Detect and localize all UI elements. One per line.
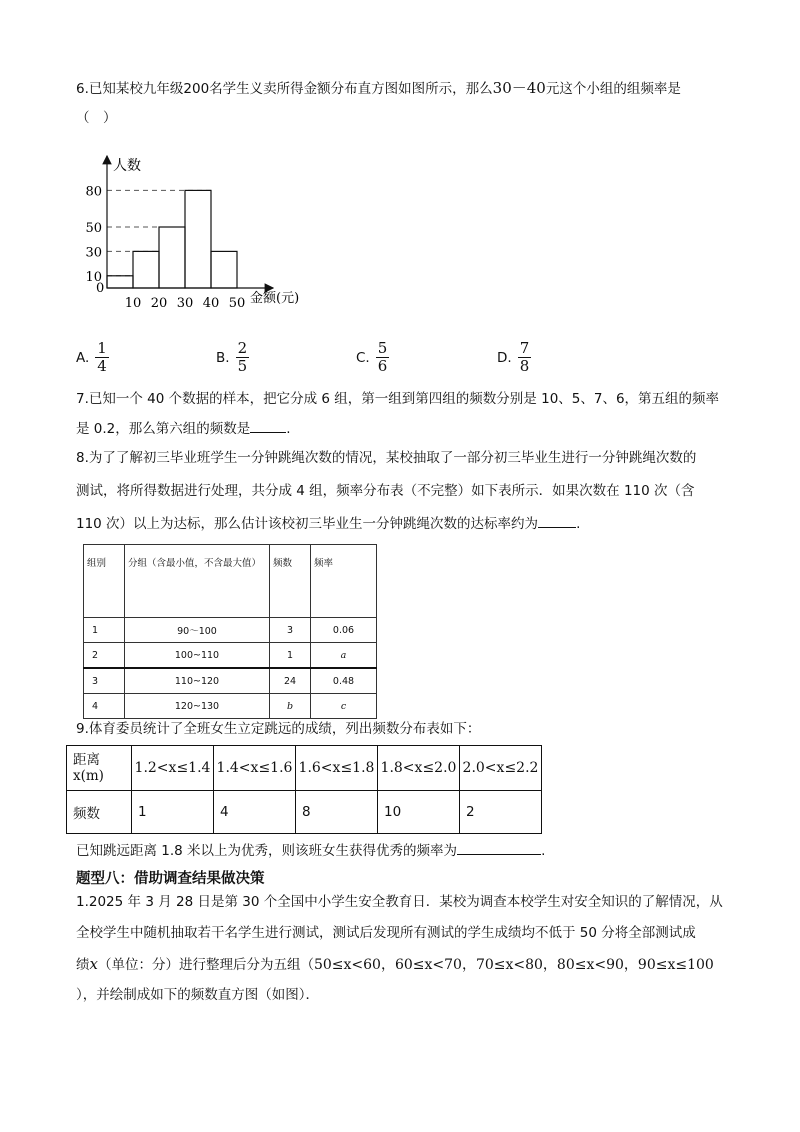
header-frequency: 频数 [67, 791, 132, 834]
interval-cell: 2.0<x≤2.2 [460, 746, 542, 791]
q7-line2 [76, 418, 291, 439]
option-c-numerator: 5 [377, 339, 388, 357]
histogram-bar [107, 276, 133, 288]
cell: b [270, 694, 311, 719]
option-a-label: A. [76, 349, 90, 366]
freq-cell: 4 [214, 791, 296, 834]
q6-option-c[interactable] [356, 340, 389, 375]
q9-frequency-table [66, 745, 542, 834]
q9-stem: 9.体育委员统计了全班女生立定跳远的成绩，列出频数分布表如下： [76, 721, 481, 737]
interval-cell: 1.6<x≤1.8 [296, 746, 378, 791]
histogram-bar [159, 227, 185, 288]
cell: 120~130 [125, 694, 270, 719]
cell: 90～100 [125, 618, 270, 643]
freq-cell: 10 [378, 791, 460, 834]
cell: 0.48 [311, 668, 377, 694]
q7-end: . [286, 421, 291, 437]
option-a-numerator: 1 [97, 339, 107, 357]
table-row [84, 694, 377, 719]
q9-after [76, 840, 545, 861]
option-d-label: D. [497, 349, 512, 366]
s8-p3 [76, 954, 714, 975]
option-d-numerator: 7 [519, 339, 530, 357]
q6-stem-part-a: 6.已知某校九年级 [76, 81, 184, 97]
s8-p3-ranges: 50≤x<60，60≤x<70，70≤x<80，80≤x<90，90≤x≤100 [313, 957, 714, 973]
q8-line3-text: 110 次）以上为达标，那么估计该校初三毕业生一分钟跳绳次数的达标率约为 [76, 516, 539, 532]
option-c-label: C. [356, 349, 370, 366]
s8-p2: 全校学生中随机抽取若干名学生进行测试，测试后发现所有测试的学生成绩均不低于 50 分将全部测试成 [76, 925, 696, 941]
header-distance-label: 距离 [73, 752, 100, 768]
q9-after-text: 已知跳远距离 1.8 米以上为优秀，则该班女生获得优秀的频率为 [76, 843, 458, 859]
option-c-fraction [376, 340, 390, 375]
q6-histogram [80, 150, 400, 310]
option-b-denominator: 5 [237, 357, 248, 375]
cell: 3 [270, 618, 311, 643]
y-tick-label: 10 [85, 269, 102, 285]
header-rate: 频率 [311, 545, 377, 618]
q9-answer-blank[interactable] [457, 840, 541, 855]
option-d-fraction [518, 340, 532, 375]
x-tick-label: 10 [124, 296, 142, 310]
x-tick-label: 50 [228, 296, 246, 310]
interval-cell: 1.8<x≤2.0 [378, 746, 460, 791]
freq-cell: 8 [296, 791, 378, 834]
interval-cell: 1.4<x≤1.6 [214, 746, 296, 791]
cell: 1 [270, 643, 311, 669]
q6-paren: （ ） [76, 110, 117, 126]
q6-option-b[interactable] [216, 340, 249, 375]
cell: c [311, 694, 377, 719]
cell: 2 [84, 643, 125, 669]
table-row [67, 746, 542, 791]
q8-answer-blank[interactable] [538, 513, 576, 528]
q6-stem [76, 78, 681, 99]
histogram-bar [185, 190, 211, 288]
q8-end: . [576, 516, 581, 532]
table-header-row [84, 545, 377, 618]
cell: 1 [84, 618, 125, 643]
s8-p3-a: 绩 [76, 957, 90, 973]
freq-cell: 1 [132, 791, 214, 834]
option-a-fraction [95, 340, 109, 375]
y-tick-label: 30 [85, 245, 102, 261]
interval-cell: 1.2<x≤1.4 [132, 746, 214, 791]
option-b-label: B. [216, 349, 230, 366]
q9-end: . [541, 843, 546, 859]
cell: 110~120 [125, 668, 270, 694]
s8-p3-var: x [89, 955, 98, 973]
header-frequency: 频数 [270, 545, 311, 618]
table-row [67, 791, 542, 834]
x-tick-label: 40 [202, 296, 220, 310]
s8-p4: ），并绘制成如下的频数直方图（如图）． [76, 987, 319, 1003]
q6-stem-part-c: 元这个小组的组频率是 [545, 81, 681, 97]
q6-option-a[interactable] [76, 340, 109, 375]
x-tick-label: 20 [150, 296, 168, 310]
option-c-denominator: 6 [377, 357, 388, 375]
s8-p1: 1.2025 年 3 月 28 日是第 30 个全国中小学生安全教育日．某校为调查本校学生对安全知识的了解情况，从 [76, 894, 723, 910]
y-axis-label: 人数 [113, 158, 141, 174]
q6-stem-range: 30－40 [492, 79, 546, 97]
table-row [84, 668, 377, 694]
cell: 3 [84, 668, 125, 694]
freq-cell: 2 [460, 791, 542, 834]
table-row [84, 643, 377, 669]
cell: 24 [270, 668, 311, 694]
q8-frequency-table [83, 544, 377, 719]
cell: 0.06 [311, 618, 377, 643]
header-distance [67, 746, 132, 791]
q6-stem-count: 200 [183, 81, 210, 97]
header-group: 组别 [84, 545, 125, 618]
cell: 100~110 [125, 643, 270, 669]
header-range: 分组（含最小值，不含最大值） [125, 545, 270, 618]
q8-line2: 测试，将所得数据进行处理，共分成 4 组，频率分布表（不完整）如下表所示．如果次数在 110 次（含 [76, 483, 695, 499]
header-distance-unit: x(m) [73, 768, 104, 784]
section-title: 题型八：借助调查结果做决策 [76, 871, 265, 887]
option-d-denominator: 8 [519, 357, 530, 375]
q6-stem-part-b: 名学生义卖所得金额分布直方图如图所示，那么 [209, 81, 493, 97]
histogram-bar [211, 251, 237, 288]
option-b-numerator: 2 [237, 339, 248, 357]
x-axis-label: 金额(元) [250, 291, 300, 306]
q7-line2-text: 是 0.2，那么第六组的频数是 [76, 421, 251, 437]
s8-p3-b: （单位：分）进行整理后分为五组（ [97, 957, 314, 973]
histogram-bar [133, 251, 159, 288]
cell: a [311, 643, 377, 669]
cell: 4 [84, 694, 125, 719]
origin-label: 0 [96, 281, 105, 296]
q7-line1: 7.已知一个 40 个数据的样本，把它分成 6 组，第一组到第四组的频数分别是 10、5、7、6，第五组的频率 [76, 391, 720, 407]
q8-line1: 8.为了了解初三毕业班学生一分钟跳绳次数的情况，某校抽取了一部分初三毕业生进行一分钟跳绳次数的 [76, 450, 697, 466]
q6-option-d[interactable] [497, 340, 531, 375]
q8-line3 [76, 513, 580, 534]
table-row [84, 618, 377, 643]
option-a-denominator: 4 [97, 357, 107, 375]
x-tick-label: 30 [176, 296, 194, 310]
y-tick-label: 80 [85, 184, 102, 200]
option-b-fraction [236, 340, 250, 375]
q7-answer-blank[interactable] [250, 418, 286, 433]
y-tick-label: 50 [85, 221, 102, 236]
